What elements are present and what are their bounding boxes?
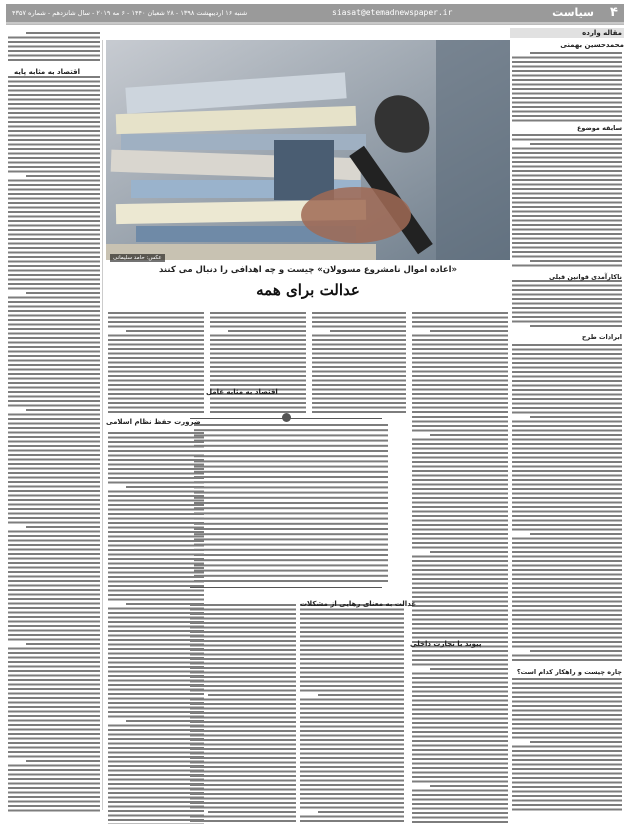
section-email[interactable]: siasat@etemadnewspaper.ir: [332, 6, 452, 20]
left-column-text: [6, 32, 102, 812]
sidebar-subhead-4: چاره چیست و راهکار کدام است؟: [517, 668, 622, 676]
main-subhead-3: عدالت به معنای رهایی از مشکلات: [300, 600, 416, 609]
header-divider: [6, 24, 624, 25]
sidebar-subhead-1: سابقه موضوع: [577, 124, 622, 132]
date-line: شنبه ۱۶ اردیبهشت ۱۳۹۸ - ۲۸ شعبان ۱۴۴۰ - ۶ مه ۲۰۱۹ - سال شانزدهم - شماره ۴۳۵۷: [12, 6, 247, 20]
sidebar-subhead-3: ابرادات طرح: [582, 333, 622, 341]
photo-caption: عکس: حامد سلیمانی: [110, 254, 165, 262]
intro-badge-icon: [282, 413, 291, 422]
main-subhead-1: اقتصاد به مثابه عامل: [206, 388, 278, 397]
sidebar-tag: مقاله وارده: [510, 28, 624, 38]
section-name: سیاست: [552, 5, 594, 21]
sidebar-subhead-2: ناکارآمدی قوانین قبلی: [549, 273, 622, 281]
page-header-bar: [6, 4, 624, 24]
lead-photo-folders-microphone: [106, 40, 510, 260]
intro-box: [190, 418, 382, 588]
sidebar-body-text: [510, 52, 624, 812]
article-kicker: «اعاده اموال نامشروع مسوولان» چیست و چه اهدافی را دنبال می کنند: [106, 264, 510, 276]
main-subhead-4: پیوند با تجارت داخلی: [410, 640, 481, 649]
sidebar-article: [510, 28, 624, 808]
left-column-subhead: اقتصاد به مثابه پایه: [14, 68, 80, 77]
page-number: ۴: [606, 5, 622, 21]
left-column-divider: [102, 40, 103, 810]
main-subhead-2: ضرورت حفظ نظام اسلامی: [106, 418, 201, 427]
sidebar-author: محمدحسین بهمنی: [560, 41, 624, 50]
article-headline: عدالت برای همه: [106, 280, 510, 300]
